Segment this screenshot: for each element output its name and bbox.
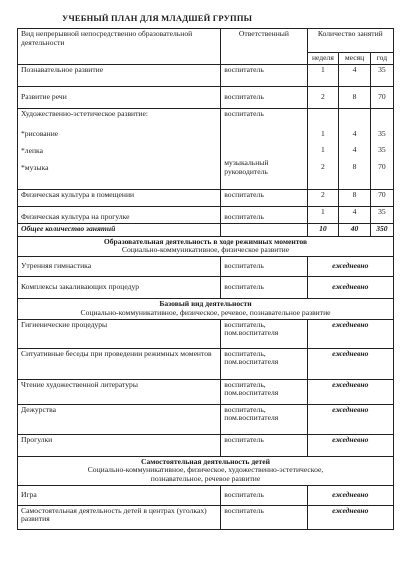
table-row — [18, 379, 394, 404]
total-month: 40 — [339, 223, 371, 236]
frequency: ежедневно — [307, 505, 393, 529]
table-row — [18, 189, 394, 206]
week-count: 2 — [321, 162, 325, 172]
table-row — [18, 404, 394, 434]
section-cell — [18, 236, 394, 256]
week-count: 2 — [307, 86, 339, 108]
section-subtitle: Социально-коммуникативное, физическое развитие — [121, 245, 290, 255]
activity-name: Прогулки — [18, 434, 221, 456]
activity-name: Развитие речи — [18, 86, 221, 108]
table-row-art — [18, 108, 394, 189]
week-count: 1 — [307, 64, 339, 86]
table-row — [18, 206, 394, 223]
art-month-cell — [339, 108, 371, 189]
activity-name: Чтение художественной литературы — [18, 379, 221, 404]
table-row — [18, 434, 394, 456]
section-header — [18, 299, 394, 319]
activity-name: Дежурства — [18, 404, 221, 434]
table-row — [18, 319, 394, 348]
responsible: воспитатель — [221, 434, 307, 456]
activity-name: Физическая культура на прогулке — [18, 206, 221, 223]
year-count: 70 — [370, 86, 393, 108]
month-count: 4 — [339, 206, 371, 223]
activity-name: Игра — [18, 485, 221, 505]
frequency: ежедневно — [307, 434, 393, 456]
responsible: воспитатель — [221, 64, 307, 86]
month-count: 4 — [339, 64, 371, 86]
year-count: 35 — [378, 145, 386, 155]
table-row — [18, 257, 394, 277]
header-month: месяц — [339, 53, 371, 65]
responsible: воспитатель — [221, 485, 307, 505]
week-count: 1 — [321, 128, 325, 138]
month-count: 4 — [352, 145, 357, 155]
month-count: 4 — [352, 128, 357, 138]
header-quantity: Количество занятий — [307, 29, 393, 53]
responsible: воспитатель, пом.воспитателя — [221, 319, 307, 348]
activity-name: Комплексы закаливающих процедур — [18, 277, 221, 299]
table-row — [18, 277, 394, 299]
frequency: ежедневно — [307, 277, 393, 299]
section-title: Самостоятельная деятельность детей — [140, 456, 271, 466]
section-subtitle: Социально-коммуникативное, физическое, речевое, познавательное развитие — [80, 307, 331, 317]
total-week: 10 — [307, 223, 339, 236]
art-music: *музыка — [21, 162, 49, 172]
responsible: воспитатель — [221, 206, 307, 223]
year-count: 35 — [370, 206, 393, 223]
table-row — [18, 505, 394, 529]
responsible: воспитатель — [224, 108, 264, 118]
art-group-cell — [18, 108, 221, 189]
total-responsible-empty — [221, 223, 307, 236]
header-responsible: Ответственный — [221, 29, 307, 65]
section-title: Базовый вид деятельности — [159, 299, 252, 309]
table-row — [18, 485, 394, 505]
curriculum-table — [17, 28, 394, 530]
responsible: воспитатель — [221, 277, 307, 299]
music-responsible: музыкальный руководитель — [224, 158, 269, 177]
frequency: ежедневно — [307, 348, 393, 379]
frequency: ежедневно — [307, 319, 393, 348]
year-count: 70 — [370, 189, 393, 206]
activity-name: Познавательное развитие — [18, 64, 221, 86]
responsible: воспитатель — [221, 505, 307, 529]
header-row — [18, 29, 394, 53]
table-row — [18, 86, 394, 108]
frequency: ежедневно — [307, 404, 393, 434]
month-count: 8 — [352, 162, 357, 172]
year-count: 35 — [370, 64, 393, 86]
activity-name: Гигиенические процедуры — [18, 319, 221, 348]
responsible: воспитатель, пом.воспитателя — [221, 404, 307, 434]
activity-name: Ситуативные беседы при проведении режимных моментов — [18, 348, 221, 379]
art-responsible-cell — [221, 108, 307, 189]
page-title: УЧЕБНЫЙ ПЛАН ДЛЯ МЛАДШЕЙ ГРУППЫ — [62, 13, 253, 23]
frequency: ежедневно — [307, 379, 393, 404]
year-count: 70 — [378, 162, 386, 172]
activity-name: Физическая культура в помещении — [18, 189, 221, 206]
header-week: неделя — [307, 53, 339, 65]
section-header — [18, 236, 394, 256]
art-week-cell — [307, 108, 339, 189]
frequency: ежедневно — [307, 257, 393, 277]
activity-name: Самостоятельная деятельность детей в центрах (уголках) развития — [18, 505, 221, 529]
responsible: воспитатель — [221, 86, 307, 108]
section-cell — [18, 299, 394, 319]
responsible: воспитатель, пом.воспитателя — [221, 379, 307, 404]
art-modeling: *лепка — [21, 146, 43, 156]
header-activity: Вид непрерывной непосредственно образовательной деятельности — [18, 29, 221, 65]
month-count: 8 — [339, 189, 371, 206]
table-row — [18, 64, 394, 86]
art-drawing: *рисование — [21, 129, 59, 139]
responsible: воспитатель — [221, 189, 307, 206]
responsible: воспитатель — [221, 257, 307, 277]
year-count: 35 — [378, 128, 386, 138]
week-count: 2 — [307, 189, 339, 206]
art-year-cell — [370, 108, 393, 189]
responsible: воспитатель, пом.воспитателя — [221, 348, 307, 379]
frequency: ежедневно — [307, 485, 393, 505]
section-header — [18, 456, 394, 485]
month-count: 8 — [339, 86, 371, 108]
header-year: год — [370, 53, 393, 65]
total-row — [18, 223, 394, 236]
week-count: 1 — [307, 206, 339, 223]
section-title: Образовательная деятельность в ходе режимных моментов — [103, 236, 308, 246]
total-label: Общее количество занятий — [18, 223, 221, 236]
week-count: 1 — [321, 145, 325, 155]
activity-name: Утренняя гимнастика — [18, 257, 221, 277]
art-title: Художественно-эстетическое развитие: — [21, 108, 148, 118]
section-cell — [18, 456, 394, 485]
total-year: 350 — [370, 223, 393, 236]
section-subtitle: Социально-коммуникативное, физическое, художественно-эстетическое, познавательное, речевое развитие — [87, 465, 324, 484]
table-row — [18, 348, 394, 379]
